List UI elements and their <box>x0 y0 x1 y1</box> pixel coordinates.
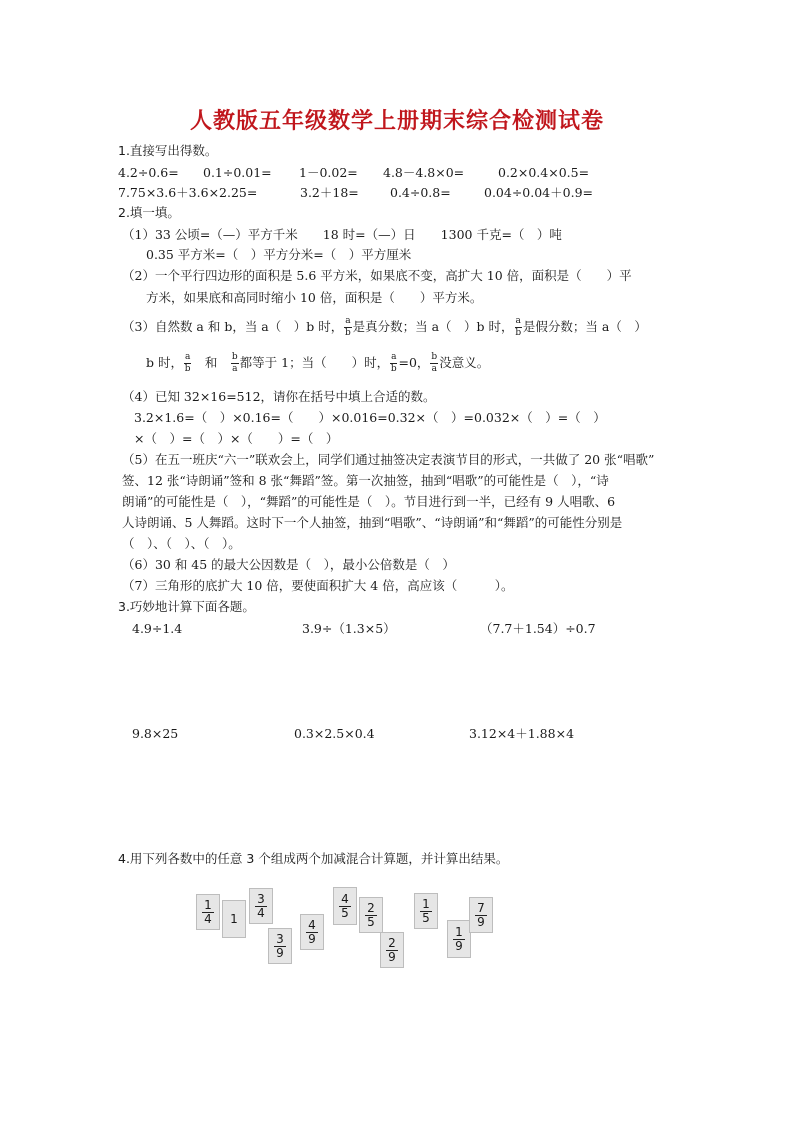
q2-part3-text: b 时， <box>146 355 183 370</box>
q2-part4-line1: （4）已知 32×16=512，请你在括号中填上合适的数。 <box>122 389 436 404</box>
q1-item: 0.4÷0.8= <box>390 185 451 200</box>
q1-item: 4.2÷0.6= <box>118 165 179 180</box>
q3-item: 3.9÷（1.3×5） <box>302 621 396 636</box>
q2-part3-text: 都等于 1；当（ ）时， <box>239 355 390 370</box>
fraction-card: 3 4 <box>249 888 273 924</box>
q2-part3-text: =0， <box>398 355 430 370</box>
fraction-a-over-b: $\frac{a}{b}$ <box>345 316 351 338</box>
q2-part7: （7）三角形的底扩大 10 倍，要使面积扩大 4 倍，高应该（ ）。 <box>122 578 514 593</box>
q2-part5-line3: 朗诵”的可能性是（ ），“舞蹈”的可能性是（ ）。节目进行到一半，已经有 9 人唱歌、6 <box>122 494 616 509</box>
fraction-b-over-a: $\frac{b}{a}$ <box>231 352 238 374</box>
fraction-card: 1 4 <box>196 894 220 930</box>
fraction-a-over-b: $\frac{a}{b}$ <box>184 352 191 374</box>
q2-part2-line2: 方米，如果底和高同时缩小 10 倍，面积是（ ）平方米。 <box>146 290 483 305</box>
q3-item: 4.9÷1.4 <box>132 621 183 636</box>
q3-heading: 3.巧妙地计算下面各题。 <box>118 599 255 614</box>
q2-part3-text: 是真分数；当 a（ ）b 时， <box>352 319 514 334</box>
q2-part4-line2: 3.2×1.6=（ ）×0.16=（ ）×0.016=0.32×（ ）=0.032×（ ）=（ ） <box>134 410 606 425</box>
whole-number-card: 1 <box>222 900 246 938</box>
q2-heading: 2.填一填。 <box>118 205 180 220</box>
q2-part3-line2 <box>146 350 489 376</box>
fraction-card: 1 5 <box>414 893 438 929</box>
fraction-a-over-b: $\frac{a}{b}$ <box>390 352 397 374</box>
q2-part1-line1: （1）33 公顷=（—）平方千米 18 时=（—）日 1300 千克=（ ）吨 <box>122 227 562 242</box>
fraction-card: 4 9 <box>300 914 324 950</box>
fraction-b-over-a: $\frac{b}{a}$ <box>431 352 438 374</box>
q1-item: 7.75×3.6＋3.6×2.25= <box>118 185 258 200</box>
q1-heading: 1.直接写出得数。 <box>118 143 218 158</box>
q2-part5-line1: （5）在五一班庆“六一”联欢会上，同学们通过抽签决定表演节目的形式，一共做了 20 张“唱歌” <box>122 452 655 467</box>
fraction-a-over-b: $\frac{a}{b}$ <box>515 316 522 338</box>
q3-item: （7.7＋1.54）÷0.7 <box>480 621 596 636</box>
q2-part1-line2: 0.35 平方米=（ ）平方分米=（ ）平方厘米 <box>146 247 412 262</box>
q2-part4-line3: ×（ ）=（ ）×（ ）=（ ） <box>134 431 339 446</box>
fraction-card: 3 9 <box>268 928 292 964</box>
q3-item: 9.8×25 <box>132 726 179 741</box>
fraction-card: 2 9 <box>380 932 404 968</box>
q2-part3-text: 和 <box>204 355 218 370</box>
page-title: 人教版五年级数学上册期末综合检测试卷 <box>189 109 604 134</box>
fraction-card: 7 9 <box>469 897 493 933</box>
q1-item: 0.2×0.4×0.5= <box>498 165 590 180</box>
q2-part2-line1: （2）一个平行四边形的面积是 5.6 平方米，如果底不变，高扩大 10 倍，面积是（ ）平 <box>122 268 632 283</box>
fraction-card: 4 5 <box>333 887 357 925</box>
q2-part6: （6）30 和 45 的最大公因数是（ ），最小公倍数是（ ） <box>122 557 455 572</box>
q3-item: 0.3×2.5×0.4 <box>294 726 375 741</box>
q1-item: 0.04÷0.04＋0.9= <box>484 185 593 200</box>
q2-part3-text: 是假分数；当 a（ ） <box>522 319 647 334</box>
q2-part3-text: 没意义。 <box>439 355 490 370</box>
q2-part3-text: （3）自然数 a 和 b，当 a（ ）b 时， <box>122 319 344 334</box>
q2-part3-line1 <box>122 314 647 340</box>
fraction-card: 1 9 <box>447 920 471 958</box>
q4-heading: 4.用下列各数中的任意 3 个组成两个加减混合计算题，并计算出结果。 <box>118 851 509 866</box>
fraction-card: 2 5 <box>359 897 383 933</box>
q1-item: 3.2＋18= <box>300 185 359 200</box>
q3-item: 3.12×4＋1.88×4 <box>469 726 575 741</box>
q2-part5-line5: （ ）、（ ）、（ ）。 <box>122 536 241 551</box>
q1-item: 1－0.02= <box>299 165 358 180</box>
q2-part5-line2: 签、12 张“诗朗诵”签和 8 张“舞蹈”签。第一次抽签，抽到“唱歌”的可能性是（ ），“诗 <box>122 473 609 488</box>
q1-item: 0.1÷0.01= <box>203 165 272 180</box>
q1-item: 4.8－4.8×0= <box>383 165 465 180</box>
q2-part5-line4: 人诗朗诵、5 人舞蹈。这时下一个人抽签，抽到“唱歌”、“诗朗诵”和“舞蹈”的可能性分别是 <box>122 515 623 530</box>
